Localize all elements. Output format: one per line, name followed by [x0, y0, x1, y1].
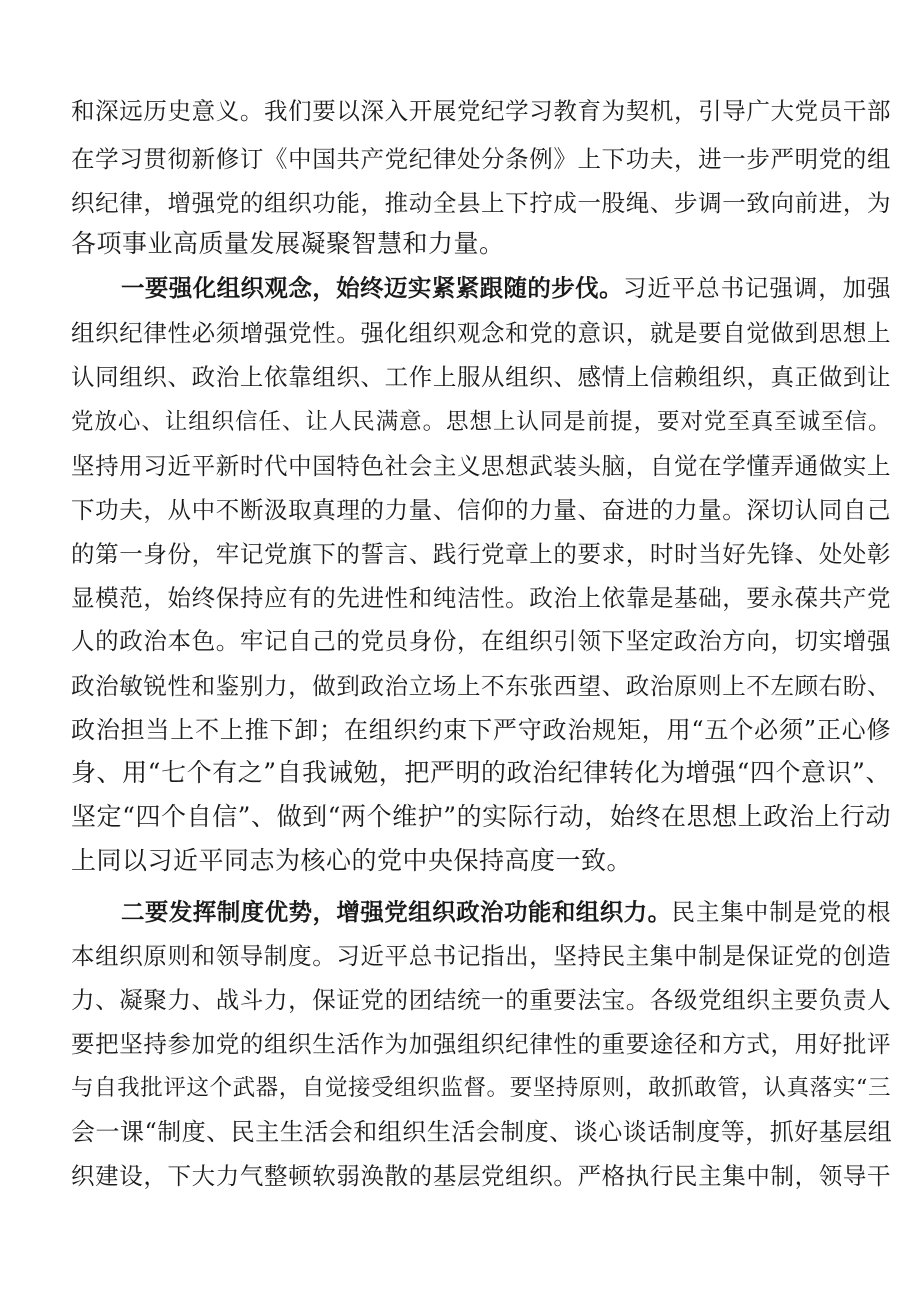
section-heading: 一要强化组织观念，始终迈实紧紧跟随的步伐。	[121, 274, 623, 302]
paragraph-line: 政治担当上不上推下卸；在组织约束下严守政治规矩，用“五个必须”正心修	[71, 716, 891, 744]
section-heading: 二要发挥制度优势，增强党组织政治功能和组织力。	[121, 898, 672, 926]
paragraph-line: 认同组织、政治上依靠组织、工作上服从组织、感情上信赖组织，真正做到让	[71, 363, 891, 391]
paragraph-line: 要把坚持参加党的组织生活作为加强组织纪律性的重要途径和方式，用好批评	[71, 1030, 891, 1058]
paragraph-line: 会一课“制度、民主生活会和组织生活会制度、谈心谈话制度等，抓好基层组	[71, 1118, 893, 1146]
paragraph-line: 党放心、让组织信任、让人民满意。思想上认同是前提，要对党至真至诚至信。	[71, 409, 891, 435]
paragraph-line: 各项事业高质量发展凝聚智慧和力量。	[71, 229, 505, 258]
paragraph-line: 和深远历史意义。我们要以深入开展党纪学习教育为契机，引导广大党员干部	[71, 97, 891, 125]
paragraph-line: 织建设，下大力气整顿软弱涣散的基层党组织。严格执行民主集中制，领导干	[71, 1162, 891, 1190]
heading-line-rest: 习近平总书记强调，加强	[622, 274, 892, 302]
paragraph-line: 本组织原则和领导制度。习近平总书记指出，坚持民主集中制是保证党的创造	[71, 942, 891, 970]
paragraph-line: 显模范，始终保持应有的先进性和纯洁性。政治上依靠是基础，要永葆共产党	[71, 584, 891, 612]
paragraph-line: 上同以习近平同志为核心的党中央保持高度一致。	[71, 846, 633, 875]
paragraph-line: 的第一身份，牢记党旗下的誓言、践行党章上的要求，时时当好先锋、处处彰	[71, 540, 891, 568]
paragraph-line: 织纪律，增强党的组织功能，推动全县上下拧成一股绳、步调一致向前进，为	[71, 189, 891, 217]
paragraph-line: 身、用“七个有之”自我诫勉，把严明的政治纪律转化为增强“四个意识”、	[71, 758, 891, 787]
paragraph-line: 政治敏锐性和鉴别力，做到政治立场上不东张西望、政治原则上不左顾右盼、	[71, 672, 891, 700]
paragraph-first-line	[121, 894, 891, 930]
paragraph-line: 下功夫，从中不断汲取真理的力量、信仰的力量、奋进的力量。深切认同自己	[71, 496, 891, 524]
paragraph-line: 与自我批评这个武器，自觉接受组织监督。要坚持原则，敢抓敢管，认真落实“三	[71, 1075, 891, 1101]
paragraph-line: 人的政治本色。牢记自己的党员身份，在组织引领下坚定政治方向，切实增强	[71, 627, 891, 655]
heading-line-rest: 民主集中制是党的根	[671, 898, 891, 926]
paragraph-line: 坚定“四个自信”、做到“两个维护”的实际行动，始终在思想上政治上行动	[71, 802, 891, 831]
paragraph-line: 坚持用习近平新时代中国特色社会主义思想武装头脑，自觉在学懂弄通做实上	[71, 452, 891, 480]
paragraph-line: 组织纪律性必须增强党性。强化组织观念和党的意识，就是要自觉做到思想上	[71, 319, 891, 347]
paragraph-line: 在学习贯彻新修订《中国共产党纪律处分条例》上下功夫，进一步严明党的组	[71, 145, 891, 173]
paragraph-first-line	[121, 270, 891, 306]
paragraph-line: 力、凝聚力、战斗力，保证党的团结统一的重要法宝。各级党组织主要负责人	[71, 986, 891, 1014]
